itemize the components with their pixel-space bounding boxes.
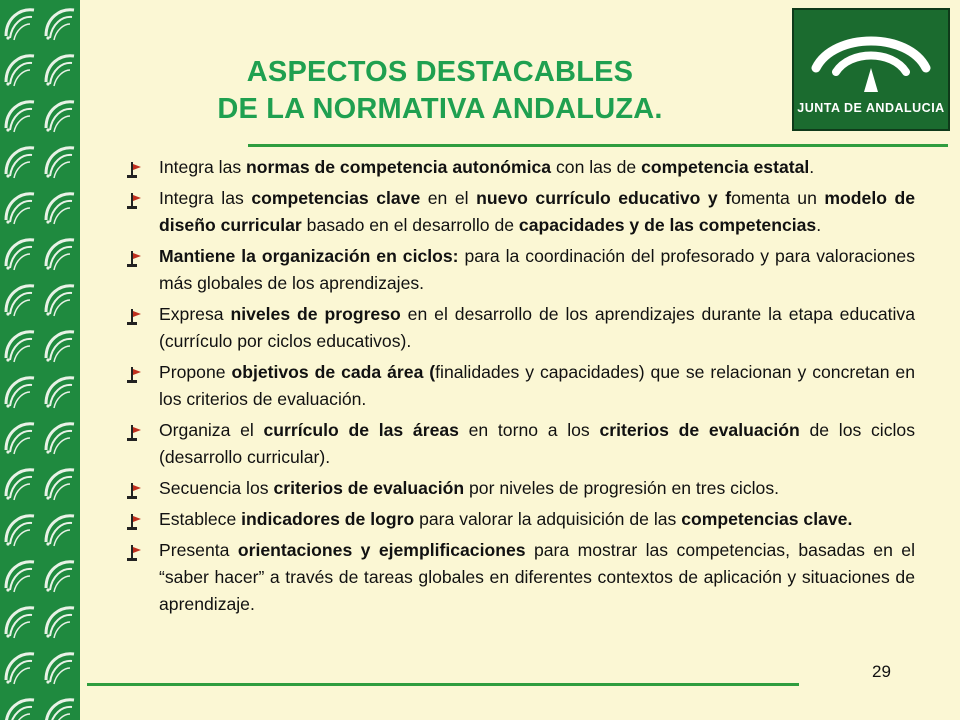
bullet-bold-run: orientaciones y ejemplificaciones (237, 540, 526, 560)
logo-text: JUNTA DE ANDALUCIA (797, 101, 945, 115)
bullet-run: en torno a los (458, 420, 600, 440)
bullet-run: basado en el desarrollo de (301, 215, 519, 235)
bullet-bold-run: objetivos de cada área ( (231, 362, 436, 382)
bullet-item (125, 537, 915, 618)
bullet-bold-run: modelo de diseño curricular (159, 188, 916, 235)
bullet-run: en el desarrollo de los aprendizajes durante la etapa educativa (currículo por ciclos educativos). (159, 304, 915, 351)
bullet-run: Secuencia los (159, 478, 274, 498)
bullet-run: . (816, 215, 822, 235)
red-pennant-icon (125, 162, 143, 178)
red-pennant-icon (125, 425, 143, 441)
bullet-bold-run: competencias clave. (681, 509, 853, 529)
bullet-run: Presenta (159, 540, 238, 560)
bullet-list (125, 154, 915, 622)
bottom-rule (87, 683, 799, 686)
bullet-bold-run: normas de competencia autonómica (246, 157, 552, 177)
bullet-text (159, 509, 852, 529)
bullet-bold-run: criterios de evaluación (599, 420, 800, 440)
bullet-run: Expresa (159, 304, 231, 324)
red-pennant-icon (125, 514, 143, 530)
bullet-run: Organiza el (159, 420, 264, 440)
bullet-run: por niveles de progresión en tres ciclos. (464, 478, 780, 498)
bullet-item (125, 243, 915, 297)
bullet-text (159, 246, 915, 293)
bullet-text (159, 540, 915, 614)
bullet-bold-run: nuevo currículo educativo y f (476, 188, 732, 208)
bullet-bold-run: capacidades y de las competencias (518, 215, 817, 235)
slide-title (180, 54, 700, 128)
title-line-1: ASPECTOS DESTACABLES (246, 56, 634, 88)
bullet-run: para la coordinación del profesorado y para valoraciones más globales de los aprendizajes. (159, 246, 915, 293)
bullet-run: Establece (159, 509, 242, 529)
bullet-bold-run: indicadores de logro (241, 509, 415, 529)
title-underline (248, 144, 948, 147)
bullet-bold-run: competencia estatal (641, 157, 810, 177)
red-pennant-icon (125, 251, 143, 267)
bullet-item (125, 301, 915, 355)
bullet-item (125, 359, 915, 413)
red-pennant-icon (125, 545, 143, 561)
title-line-2: DE LA NORMATIVA ANDALUZA. (217, 93, 663, 125)
bullet-run: Integra las (159, 157, 247, 177)
bullet-item (125, 185, 915, 239)
bullet-run: para valorar la adquisición de las (414, 509, 682, 529)
bullet-item (125, 475, 915, 502)
red-pennant-icon (125, 309, 143, 325)
bullet-item (125, 506, 915, 533)
red-pennant-icon (125, 483, 143, 499)
bullet-run: . (809, 157, 815, 177)
junta-de-andalucia-logo (792, 8, 950, 131)
bullet-item (125, 417, 915, 471)
bullet-run: de los ciclos (desarrollo curricular). (159, 420, 915, 467)
bullet-text (159, 188, 915, 235)
bullet-item (125, 154, 915, 181)
red-pennant-icon (125, 367, 143, 383)
bullet-bold-run: currículo de las áreas (263, 420, 459, 440)
bullet-text (159, 157, 814, 177)
bullet-run: para mostrar las competencias, basadas en el “saber hacer” a través de tareas globales en diferentes contextos de aplicación y situaciones de aprendizaje. (159, 540, 915, 614)
bullet-text (159, 304, 915, 351)
bullet-text (159, 362, 915, 409)
bullet-bold-run: Mantiene la organización en ciclos: (159, 246, 459, 266)
bullet-bold-run: niveles de progreso (230, 304, 401, 324)
decorative-sidebar (0, 0, 80, 720)
bullet-run: finalidades y capacidades) que se relacionan y concretan en los criterios de evaluación. (159, 362, 915, 409)
bullet-run: con las de (551, 157, 642, 177)
logo-emblem-icon (794, 10, 948, 100)
page-number: 29 (872, 662, 891, 681)
bullet-bold-run: competencias clave (251, 188, 421, 208)
bullet-run: en el (420, 188, 477, 208)
bullet-bold-run: criterios de evaluación (273, 478, 465, 498)
bullet-run: Integra las (159, 188, 252, 208)
bullet-run: omenta un (731, 188, 825, 208)
bullet-text (159, 420, 915, 467)
swirl-pattern (0, 0, 80, 720)
bullet-text (159, 478, 779, 498)
red-pennant-icon (125, 193, 143, 209)
bullet-run: Propone (159, 362, 232, 382)
